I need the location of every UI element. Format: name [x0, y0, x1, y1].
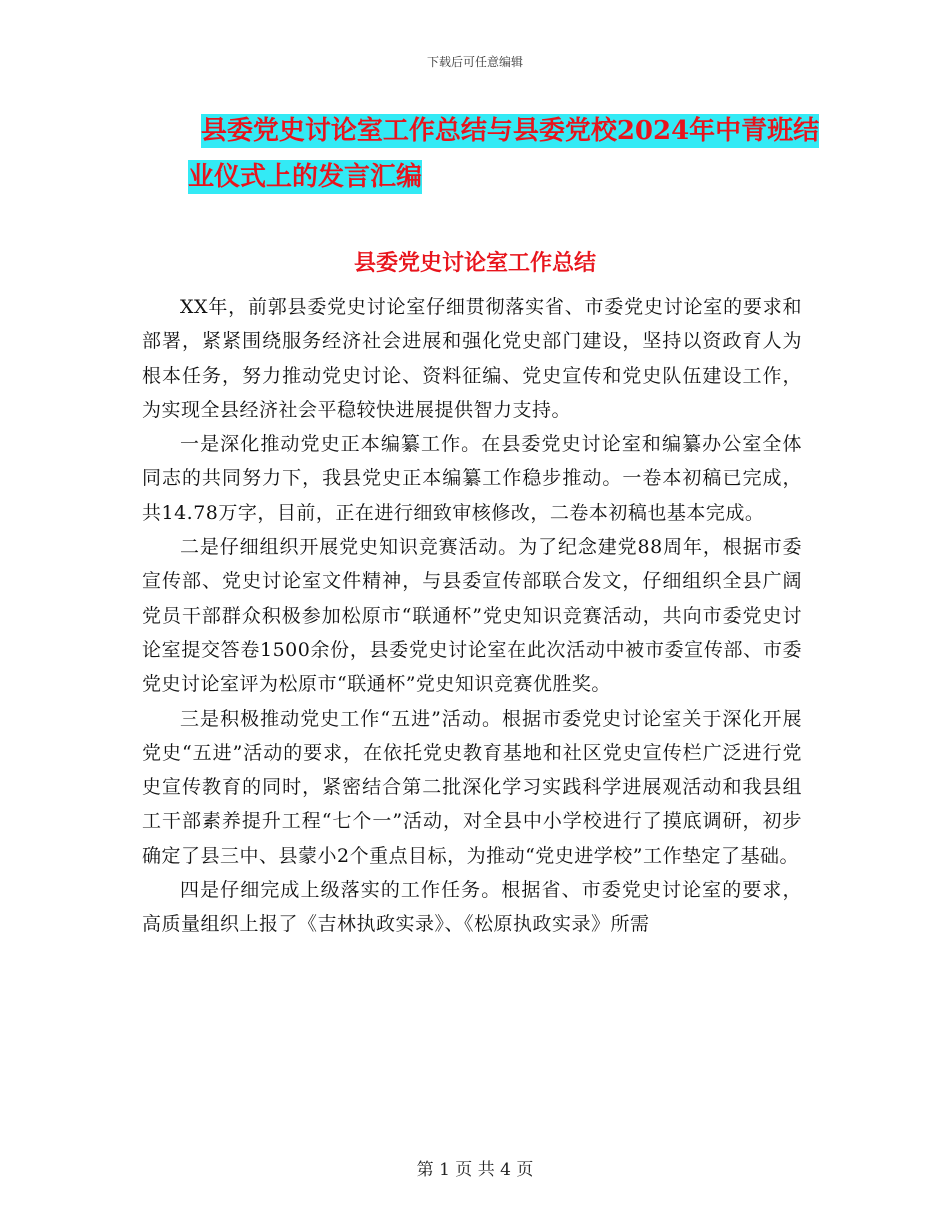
title-line-2: [140, 154, 840, 200]
title-line-2-text: 业仪式上的发言汇编: [188, 162, 423, 192]
title-line-1-text: 县委党史讨论室工作总结与县委党校2024年中青班结: [200, 116, 820, 146]
paragraph-3: 二是仔细组织开展党史知识竞赛活动。为了纪念建党88周年，根据市委宣传部、党史讨论室文件精神，与县委宣传部联合发文，仔细组织全县广阔党员干部群众积极参加松原市“联通杯”党史知识竞赛活动，共向市委党史讨论室提交答卷1500余份，县委党史讨论室在此次活动中被市委宣传部、市委党史讨论室评为松原市“联通杯”党史知识竞赛优胜奖。: [142, 536, 802, 696]
section-title: 县委党史讨论室工作总结: [353, 250, 596, 276]
title-line-1: [140, 108, 840, 154]
document-title: [140, 108, 840, 200]
page-footer: 第 1 页 共 4 页: [416, 1160, 534, 1180]
paragraph-4: 三是积极推动党史工作“五进”活动。根据市委党史讨论室关于深化开展党史“五进”活动的要求，在依托党史教育基地和社区党史宣传栏广泛进行党史宣传教育的同时，紧密结合第二批深化学习实践科学进展观活动和我县组工干部素养提升工程“七个一”活动，对全县中小学校进行了摸底调研，初步确定了县三中、县蒙小2个重点目标，为推动“党史进学校”工作垫定了基础。: [142, 707, 802, 867]
header-note: 下载后可任意编辑: [426, 55, 523, 69]
paragraph-5: 四是仔细完成上级落实的工作任务。根据省、市委党史讨论室的要求，高质量组织上报了《吉林执政实录》、《松原执政实录》所需: [142, 879, 802, 936]
paragraph-2: 一是深化推动党史正本编纂工作。在县委党史讨论室和编纂办公室全体同志的共同努力下，我县党史正本编纂工作稳步推动。一卷本初稿已完成，共14.78万字，目前，正在进行细致审核修改，二卷本初稿也基本完成。: [142, 433, 802, 524]
body-text: [142, 290, 802, 942]
paragraph-1: XX年，前郭县委党史讨论室仔细贯彻落实省、市委党史讨论室的要求和部署，紧紧围绕服务经济社会进展和强化党史部门建设，坚持以资政育人为根本任务，努力推动党史讨论、资料征编、党史宣传和党史队伍建设工作，为实现全县经济社会平稳较快进展提供智力支持。: [142, 296, 802, 421]
